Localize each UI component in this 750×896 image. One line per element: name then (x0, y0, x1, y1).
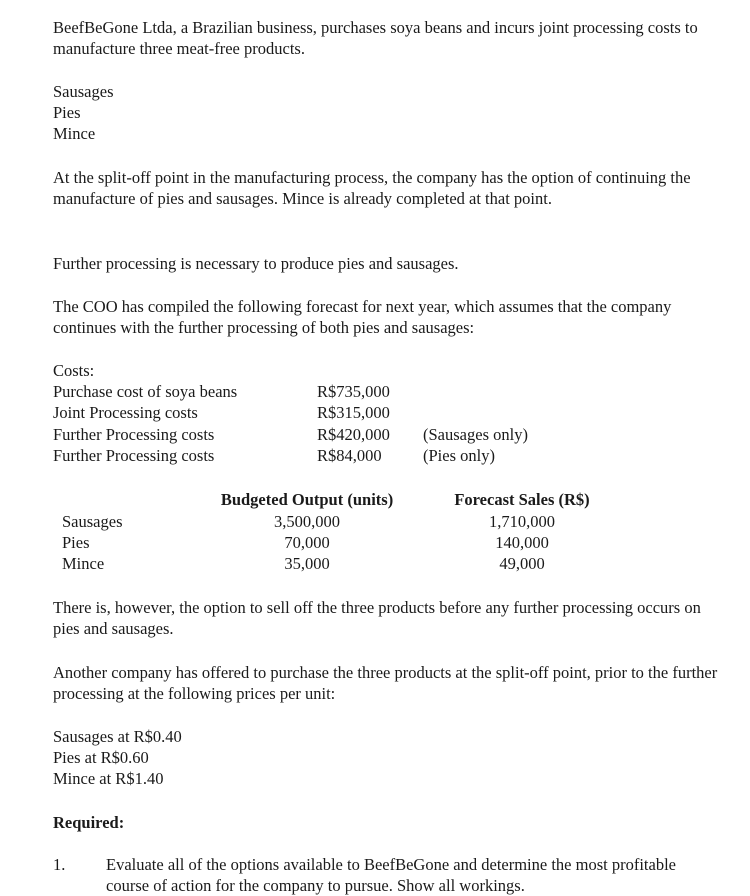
splitoff-paragraph: At the split-off point in the manufacturing process, the company has the option of continuing the manufacture of pies and sausages. Mince is already completed at that point. (53, 168, 691, 208)
forecast-row-product: Sausages (62, 512, 123, 531)
coo-forecast-paragraph: The COO has compiled the following forecast for next year, which assumes that the company continues with the further processing of both pies and sausages: (53, 297, 672, 337)
offer-paragraph: Another company has offered to purchase the three products at the split-off point, prior to the further processing at the following prices per unit: (53, 663, 718, 703)
question-number: 1. (53, 855, 66, 874)
product-item: Mince (53, 124, 96, 143)
required-heading: Required: (53, 813, 125, 832)
forecast-header-output: Budgeted Output (units) (220, 490, 394, 509)
cost-row-label: Further Processing costs (53, 446, 215, 465)
sell-off-option-paragraph: There is, however, the option to sell off the three products before any further processing occurs on pies and sausages. (53, 598, 701, 638)
intro-paragraph: BeefBeGone Ltda, a Brazilian business, purchases soya beans and incurs joint processing costs to manufacture three meat-free products. (53, 18, 698, 58)
product-item: Pies (53, 103, 81, 122)
cost-row-label: Purchase cost of soya beans (53, 382, 238, 401)
price-item: Pies at R$0.60 (53, 748, 149, 767)
forecast-row-product: Pies (62, 533, 90, 552)
cost-row-amount: R$315,000 (317, 403, 390, 422)
price-item: Sausages at R$0.40 (53, 727, 182, 746)
forecast-header-sales: Forecast Sales (R$) (454, 490, 590, 509)
forecast-row-output: 35,000 (284, 554, 330, 573)
cost-row-label: Joint Processing costs (53, 403, 198, 422)
forecast-row-output: 70,000 (284, 533, 330, 552)
question-text: Evaluate all of the options available to BeefBeGone and determine the most profitable course of action for the company to pursue. Show all workings. (106, 855, 676, 895)
further-processing-paragraph: Further processing is necessary to produce pies and sausages. (53, 254, 459, 273)
split-off-price-list (53, 726, 182, 789)
cost-row-label: Further Processing costs (53, 425, 215, 444)
cost-row-amount: R$420,000 (317, 425, 390, 444)
cost-row-amount: R$84,000 (317, 446, 382, 465)
costs-heading: Costs: (53, 361, 95, 380)
product-item: Sausages (53, 82, 114, 101)
cost-row-note: (Sausages only) (423, 425, 528, 444)
product-list (53, 81, 114, 144)
forecast-row-output: 3,500,000 (274, 512, 340, 531)
price-item: Mince at R$1.40 (53, 769, 164, 788)
cost-row-amount: R$735,000 (317, 382, 390, 401)
forecast-row-sales: 1,710,000 (489, 512, 555, 531)
cost-row-note: (Pies only) (423, 446, 495, 465)
forecast-row-sales: 49,000 (499, 554, 545, 573)
forecast-row-sales: 140,000 (495, 533, 549, 552)
forecast-row-product: Mince (62, 554, 105, 573)
